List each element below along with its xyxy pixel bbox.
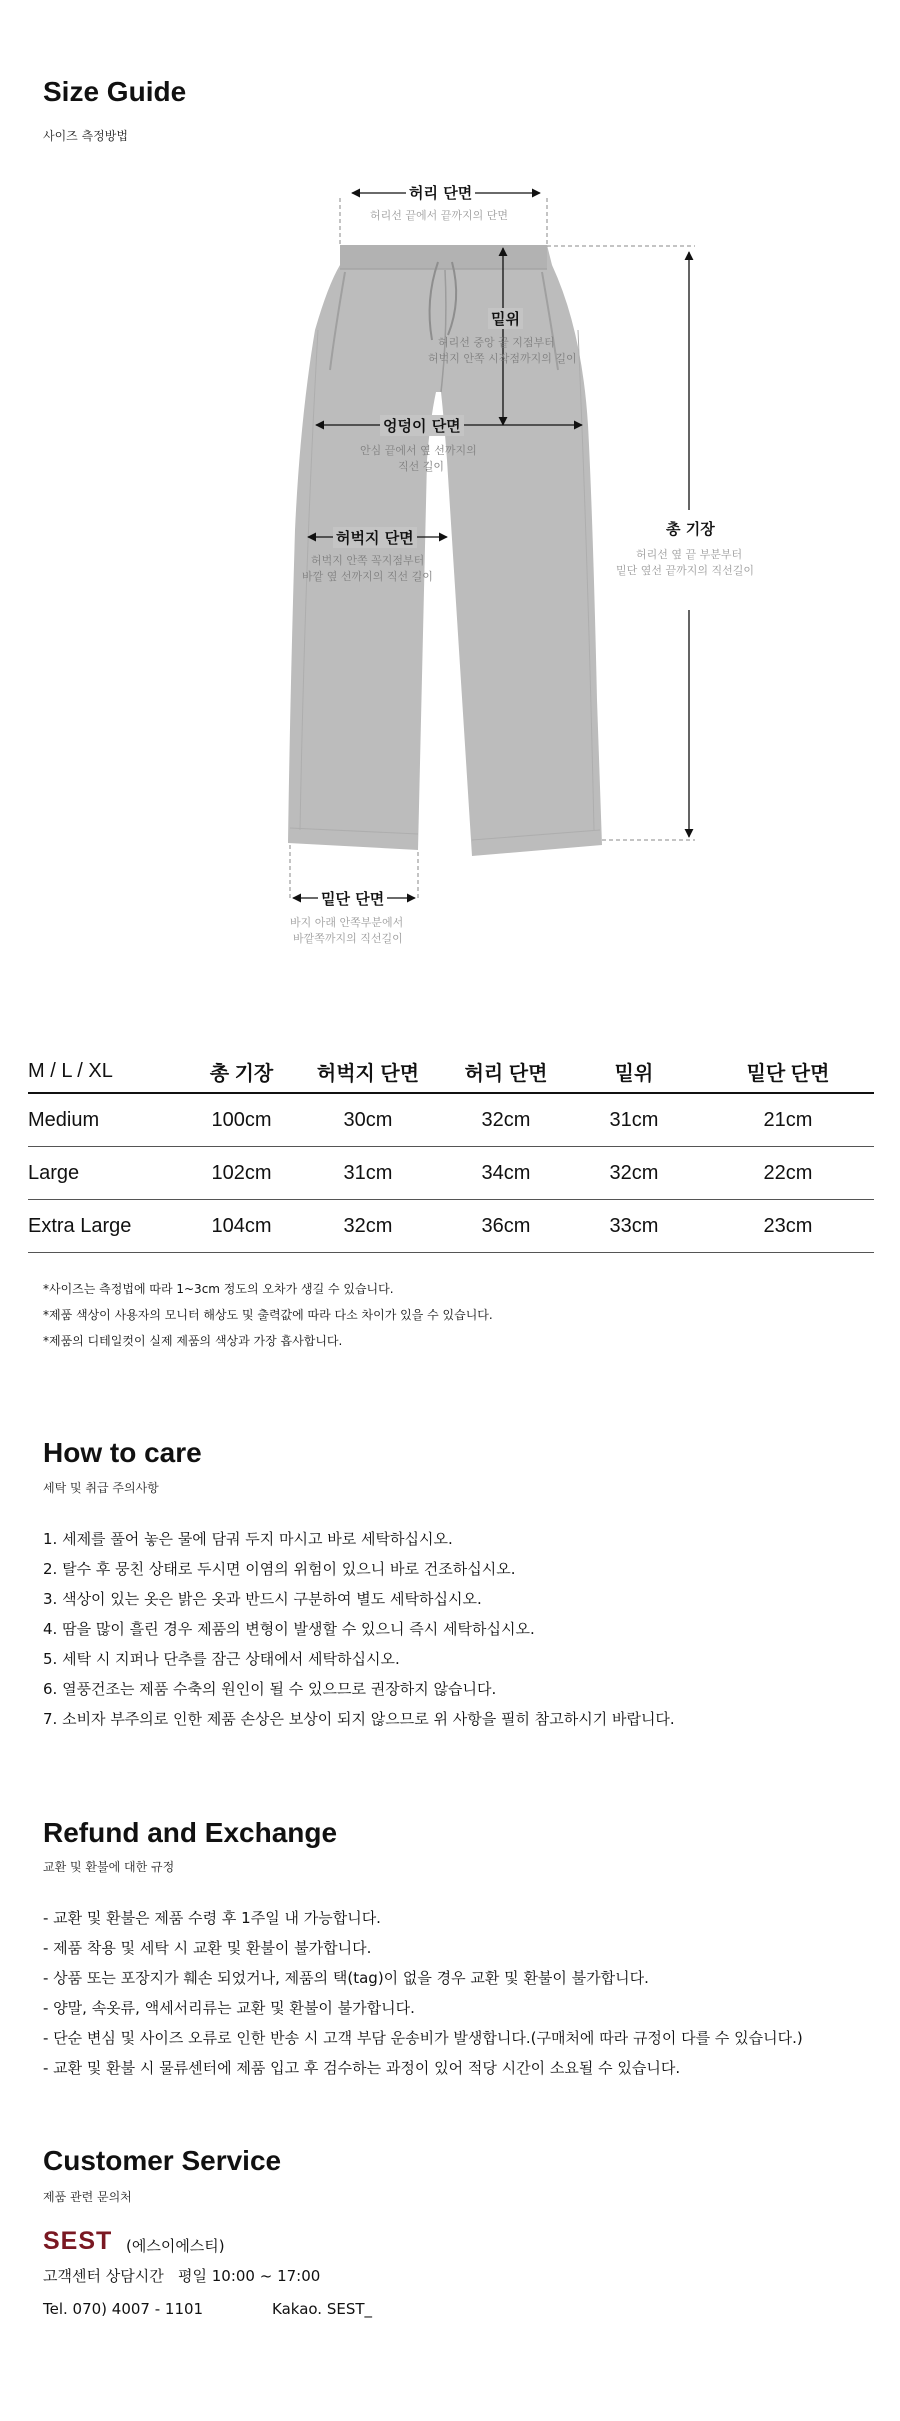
list-item: 5. 세탁 시 지퍼나 단추를 잠근 상태에서 세탁하십시오. xyxy=(43,1650,400,1668)
size-note: *사이즈는 측정법에 따라 1~3cm 정도의 오차가 생길 수 있습니다. xyxy=(43,1282,394,1296)
refund-subtitle: 교환 및 환불에 대한 규정 xyxy=(43,1860,175,1874)
size-guide-subtitle: 사이즈 측정방법 xyxy=(43,129,128,143)
table-cell: 104cm xyxy=(193,1200,290,1253)
table-cell: 102cm xyxy=(193,1147,290,1200)
phone-number: Tel. 070) 4007 - 1101 xyxy=(43,2300,204,2318)
rise-note-1: 허리선 중앙 끝 지점부터 xyxy=(438,336,555,349)
list-item: 3. 색상이 있는 옷은 밝은 옷과 반드시 구분하여 별도 세탁하십시오. xyxy=(43,1590,482,1608)
brand-name-korean: (에스이에스티) xyxy=(126,2237,225,2255)
list-item: 6. 열풍건조는 제품 수축의 원인이 될 수 있으므로 권장하지 않습니다. xyxy=(43,1680,497,1698)
waist-note: 허리선 끝에서 끝까지의 단면 xyxy=(370,209,509,222)
hip-note-2: 직선 길이 xyxy=(398,460,445,473)
table-cell: 31cm xyxy=(566,1093,702,1147)
list-item: - 단순 변심 및 사이즈 오류로 인한 반송 시 고객 부담 운송비가 발생합니다.(구매처에 따라 규정이 다를 수 있습니다.) xyxy=(43,2029,803,2047)
size-col-header: M / L / XL xyxy=(28,1050,193,1093)
measurement-diagram xyxy=(0,165,900,965)
table-cell: 33cm xyxy=(566,1200,702,1253)
table-cell: 30cm xyxy=(290,1093,446,1147)
table-cell: 31cm xyxy=(290,1147,446,1200)
list-item: - 상품 또는 포장지가 훼손 되었거나, 제품의 택(tag)이 없을 경우 교환 및 환불이 불가합니다. xyxy=(43,1969,649,1987)
kakao-id: Kakao. SEST_ xyxy=(272,2300,373,2318)
table-cell: 32cm xyxy=(290,1200,446,1253)
total-length-note-1: 허리선 옆 끝 부분부터 xyxy=(636,548,743,561)
size-note: *제품의 디테일컷이 실제 제품의 색상과 가장 흡사합니다. xyxy=(43,1334,343,1348)
care-subtitle: 세탁 및 취급 주의사항 xyxy=(43,1481,159,1495)
hem-note-1: 바지 아래 안쪽부분에서 xyxy=(290,916,404,929)
list-item: - 교환 및 환불은 제품 수령 후 1주일 내 가능합니다. xyxy=(43,1909,381,1927)
pants-illustration xyxy=(0,165,900,965)
thigh-note-1: 허벅지 안쪽 꼭지점부터 xyxy=(311,554,425,567)
total-length-note-2: 밑단 옆선 끝까지의 직선길이 xyxy=(616,564,755,577)
size-notes xyxy=(43,1276,493,1354)
hip-label: 엉덩이 단면 xyxy=(380,415,464,436)
rise-note-2: 허벅지 안쪽 시작점까지의 길이 xyxy=(428,352,577,365)
list-item: - 양말, 속옷류, 액세서리류는 교환 및 환불이 불가합니다. xyxy=(43,1999,415,2017)
hem-label: 밑단 단면 xyxy=(318,888,387,909)
table-cell: 32cm xyxy=(566,1147,702,1200)
care-title: How to care xyxy=(43,1437,202,1468)
rise-label: 밑위 xyxy=(488,308,523,329)
list-item: - 교환 및 환불 시 물류센터에 제품 입고 후 검수하는 과정이 있어 적당 시간이 소요될 수 있습니다. xyxy=(43,2059,681,2077)
table-row xyxy=(28,1147,874,1200)
size-guide-title: Size Guide xyxy=(43,76,187,107)
table-cell: Medium xyxy=(28,1093,193,1147)
thigh-col-header: 허벅지 단면 xyxy=(290,1050,446,1093)
table-cell: 36cm xyxy=(446,1200,566,1253)
refund-title: Refund and Exchange xyxy=(43,1817,338,1848)
thigh-note-2: 바깥 옆 선까지의 직선 길이 xyxy=(302,570,433,583)
table-cell: Large xyxy=(28,1147,193,1200)
customer-service-title: Customer Service xyxy=(43,2145,282,2176)
table-cell: 21cm xyxy=(702,1093,874,1147)
table-cell: 22cm xyxy=(702,1147,874,1200)
total-length-label: 총 기장 xyxy=(663,518,718,539)
table-cell: Extra Large xyxy=(28,1200,193,1253)
hip-note-1: 안심 끝에서 옆 선까지의 xyxy=(360,444,477,457)
table-cell: 100cm xyxy=(193,1093,290,1147)
waist-label: 허리 단면 xyxy=(406,182,475,203)
size-table-header xyxy=(28,1050,874,1093)
refund-list xyxy=(43,1903,803,2083)
care-list xyxy=(43,1524,675,1734)
hem-note-2: 바깥쪽까지의 직선길이 xyxy=(293,932,403,945)
size-table xyxy=(28,1050,874,1253)
list-item: 4. 땀을 많이 흘린 경우 제품의 변형이 발생할 수 있으니 즉시 세탁하십시오. xyxy=(43,1620,535,1638)
table-cell: 32cm xyxy=(446,1093,566,1147)
customer-service-subtitle: 제품 관련 문의처 xyxy=(43,2190,132,2204)
rise-col-header: 밑위 xyxy=(566,1050,702,1093)
list-item: 7. 소비자 부주의로 인한 제품 손상은 보상이 되지 않으므로 위 사항을 필히 참고하시기 바랍니다. xyxy=(43,1710,675,1728)
total-length-col-header: 총 기장 xyxy=(193,1050,290,1093)
list-item: - 제품 착용 및 세탁 시 교환 및 환불이 불가합니다. xyxy=(43,1939,372,1957)
service-hours: 고객센터 상담시간 평일 10:00 ~ 17:00 xyxy=(43,2267,321,2285)
table-cell: 34cm xyxy=(446,1147,566,1200)
table-cell: 23cm xyxy=(702,1200,874,1253)
hem-col-header: 밑단 단면 xyxy=(702,1050,874,1093)
size-note: *제품 색상이 사용자의 모니터 해상도 및 출력값에 따라 다소 차이가 있을 수 있습니다. xyxy=(43,1308,493,1322)
list-item: 1. 세제를 풀어 놓은 물에 담궈 두지 마시고 바로 세탁하십시오. xyxy=(43,1530,453,1548)
table-row xyxy=(28,1093,874,1147)
list-item: 2. 탈수 후 뭉친 상태로 두시면 이염의 위험이 있으니 바로 건조하십시오. xyxy=(43,1560,516,1578)
waist-col-header: 허리 단면 xyxy=(446,1050,566,1093)
table-row xyxy=(28,1200,874,1253)
thigh-label: 허벅지 단면 xyxy=(333,527,417,548)
brand-logo: SEST xyxy=(43,2227,113,2255)
